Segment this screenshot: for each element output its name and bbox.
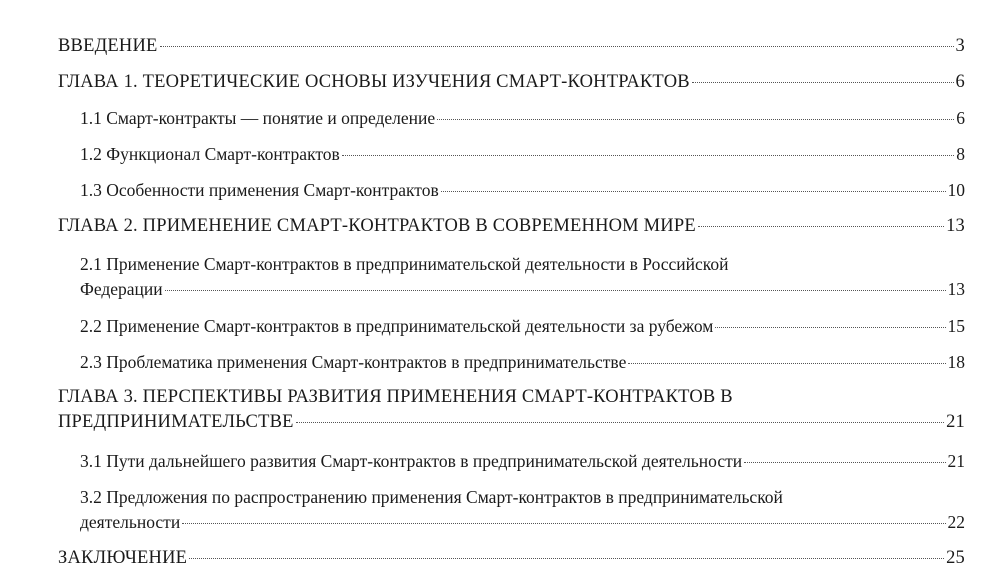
dot-leader [441,191,946,192]
toc-entry-label: 2.3 Проблематика применения Смарт-контрактов в предпринимательстве [80,352,627,372]
toc-entry-chapter-2[interactable] [58,214,965,238]
toc-entry-section-3-2[interactable] [80,484,965,534]
dot-leader [189,558,944,559]
dot-leader [165,290,946,291]
toc-entry-label-line-2: деятельности [80,512,181,532]
toc-page-number: 21 [947,451,965,471]
toc-page-number: 21 [946,412,965,432]
dot-leader [744,462,945,463]
dot-leader [160,46,954,47]
dot-leader [715,327,945,328]
toc-entry-label-line-1: 3.2 Предложения по распространению применения Смарт-контрактов в предпринимательской [80,487,783,507]
toc-entry-section-3-1[interactable] [80,449,965,473]
toc-entry-section-2-2[interactable] [80,314,965,338]
toc-page-number: 18 [947,352,965,372]
toc-entry-label: 2.2 Применение Смарт-контрактов в предпринимательской деятельности за рубежом [80,316,714,336]
toc-entry-label: 1.1 Смарт-контракты — понятие и определение [80,108,436,128]
toc-entry-label: ВВЕДЕНИЕ [58,36,158,56]
toc-entry-intro[interactable] [58,34,965,58]
toc-page-number: 8 [956,144,965,164]
toc-entry-conclusion[interactable] [58,546,965,570]
toc-entry-section-1-1[interactable] [80,106,965,130]
toc-entry-label: 1.3 Особенности применения Смарт-контрактов [80,180,439,200]
toc-entry-section-1-2[interactable] [80,142,965,166]
toc-entry-label: 1.2 Функционал Смарт-контрактов [80,144,340,164]
toc-entry-section-2-1[interactable] [80,251,965,301]
toc-entry-label: ГЛАВА 1. ТЕОРЕТИЧЕСКИЕ ОСНОВЫ ИЗУЧЕНИЯ СМАРТ-КОНТРАКТОВ [58,72,690,92]
toc-entry-label: ГЛАВА 2. ПРИМЕНЕНИЕ СМАРТ-КОНТРАКТОВ В СОВРЕМЕННОМ МИРЕ [58,216,696,236]
toc-entry-label-line-1: 2.1 Применение Смарт-контрактов в предпринимательской деятельности в Российской [80,254,729,274]
toc-page-number: 13 [946,216,965,236]
toc-page-number: 3 [955,36,965,56]
dot-leader [342,155,954,156]
toc-page-number: 13 [947,279,965,299]
toc-page-number: 15 [947,316,965,336]
toc-page-number: 6 [956,108,965,128]
toc-entry-label: ЗАКЛЮЧЕНИЕ [58,548,188,568]
dot-leader [628,363,945,364]
toc-entry-label: 3.1 Пути дальнейшего развития Смарт-контрактов в предпринимательской деятельности [80,451,743,471]
toc-entry-section-1-3[interactable] [80,178,965,202]
toc-entry-chapter-1[interactable] [58,70,965,94]
dot-leader [698,226,944,227]
dot-leader [692,82,954,83]
toc-page-number: 25 [946,548,965,568]
dot-leader [182,523,945,524]
toc-entry-label-line-2: ПРЕДПРИНИМАТЕЛЬСТВЕ [58,412,294,432]
toc-page-number: 10 [947,180,965,200]
toc-entry-label-line-2: Федерации [80,279,163,299]
toc-entry-section-2-3[interactable] [80,350,965,374]
toc-page-number: 22 [947,512,965,532]
toc-entry-chapter-3[interactable] [58,384,965,434]
dot-leader [296,422,944,423]
dot-leader [437,119,954,120]
toc-entry-label-line-1: ГЛАВА 3. ПЕРСПЕКТИВЫ РАЗВИТИЯ ПРИМЕНЕНИЯ СМАРТ-КОНТРАКТОВ В [58,387,733,407]
toc-page-number: 6 [955,72,965,92]
